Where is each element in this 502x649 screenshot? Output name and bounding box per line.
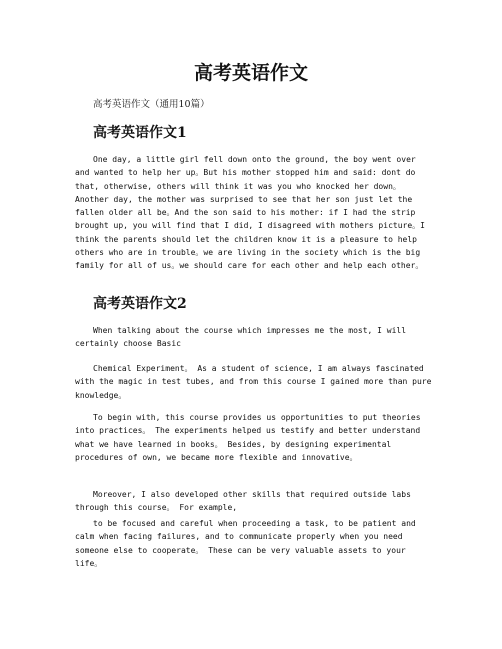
paragraph: Moreover, I also developed other skills that required outside labs through this course。 For example, bbox=[75, 490, 411, 513]
paragraph: One day, a little girl fell down onto the ground, the boy went over and wanted to help her up。But his mother stopped him and said: dont do that, otherwise, others will think it was you who knocked her down。Another day, the mother was surprised to see that her son just let the fallen older all be。And the son said to his mother: if I had the strip brought up, you will find that I did, I disagreed with mothers picture。I think the parents should let the children know it is a pleasure to help others who are in trouble。we are living in the society which is the big family for all of us。we should care for each other and help each other。 bbox=[75, 155, 425, 271]
paragraph: Chemical Experiment。 As a student of science, I am always fascinated with the magic in test tubes, and from this course I gained more than pure knowledge。 bbox=[75, 364, 432, 400]
paragraph: to be focused and careful when proceeding a task, to be patient and calm when facing failures, and to communicate properly when you need someone else to cooperate。 These can be very valuable assets to your life。 bbox=[75, 519, 416, 568]
paragraph: When talking about the course which impresses me the most, I will certainly choose Basic bbox=[75, 326, 407, 349]
document-title: 高考英语作文 bbox=[193, 62, 308, 84]
section-heading-1: 高考英语作文1 bbox=[93, 125, 187, 141]
paragraph: To begin with, this course provides us opportunities to put theories into practices。 The experiments helped us testify and better understand what we have learned in books。 Besides, by designing experimental procedures of own, we became more flexible and innovative。 bbox=[75, 413, 421, 462]
section-heading-2: 高考英语作文2 bbox=[93, 296, 187, 312]
document-subtitle: 高考英语作文（通用10篇） bbox=[93, 99, 210, 110]
